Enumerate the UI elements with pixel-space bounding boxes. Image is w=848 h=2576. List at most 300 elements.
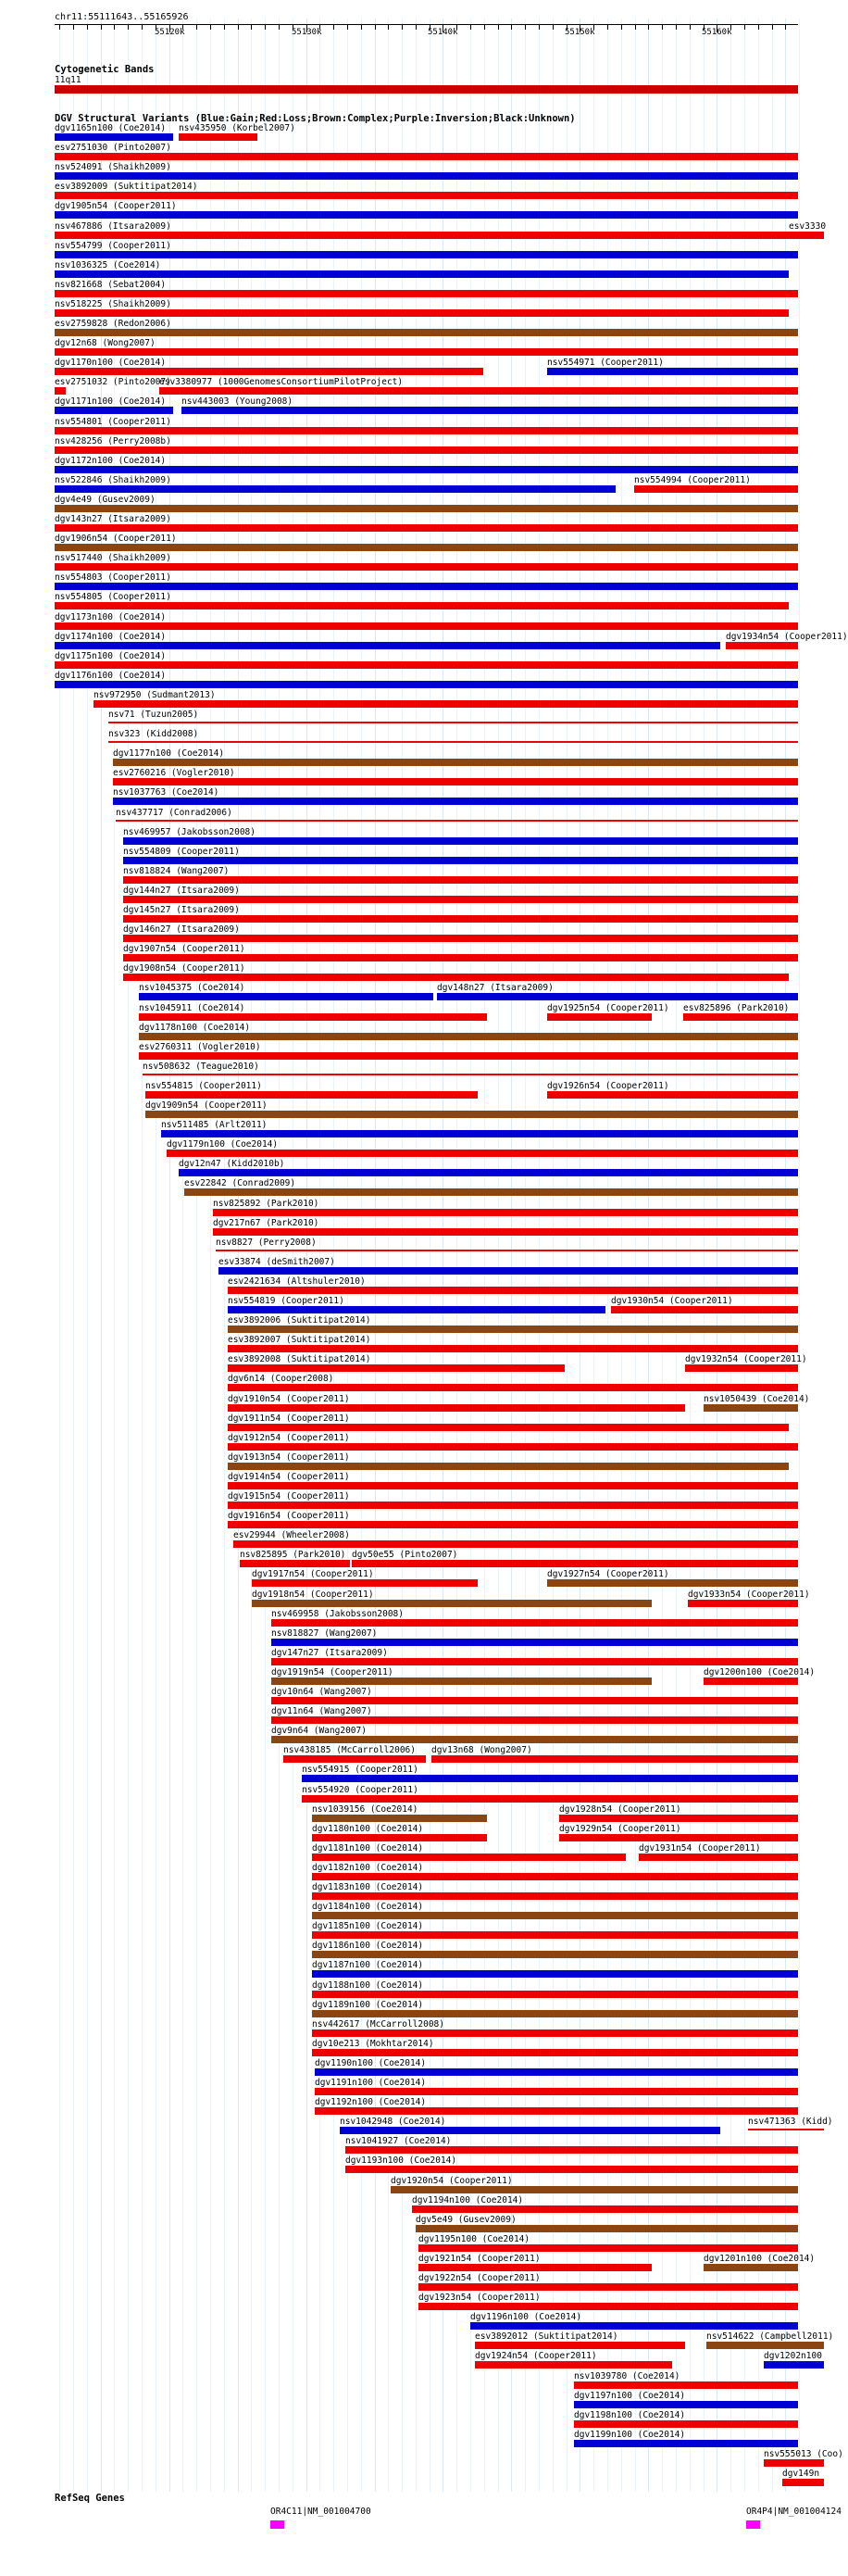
ruler-minor-tick <box>265 25 266 30</box>
variant-label: esv2751030 (Pinto2007) <box>55 143 171 153</box>
variant-label: esv2759828 (Redon2006) <box>55 319 171 329</box>
variant-bar[interactable] <box>312 1951 798 1958</box>
variant-label: nsv438185 (McCarroll2006) <box>283 1745 416 1755</box>
variant-label: dgv1928n54 (Cooper2011) <box>559 1804 681 1815</box>
variant-bar[interactable] <box>688 1600 798 1607</box>
variant-bar[interactable] <box>55 602 789 609</box>
variant-bar[interactable] <box>312 1815 487 1822</box>
variant-label: nsv554819 (Cooper2011) <box>228 1296 344 1306</box>
variant-bar[interactable] <box>55 172 798 180</box>
variant-bar[interactable] <box>547 1091 798 1099</box>
variant-bar[interactable] <box>271 1736 798 1743</box>
variant-bar[interactable] <box>113 759 798 766</box>
variant-bar[interactable] <box>143 1074 798 1075</box>
variant-bar[interactable] <box>55 368 483 375</box>
variant-label: dgv1923n54 (Cooper2011) <box>418 2293 541 2303</box>
variant-bar[interactable] <box>55 133 173 141</box>
variant-label: nsv522846 (Shaikh2009) <box>55 475 171 485</box>
ruler-minor-tick <box>87 25 88 30</box>
variant-label: dgv1930n54 (Cooper2011) <box>611 1296 733 1306</box>
variant-bar[interactable] <box>55 329 798 336</box>
ruler-minor-tick <box>251 25 252 30</box>
variant-bar[interactable] <box>475 2342 685 2349</box>
ruler-minor-tick <box>758 25 759 30</box>
variant-label: nsv469957 (Jakobsson2008) <box>123 827 256 837</box>
variant-label: dgv11n64 (Wang2007) <box>271 1706 372 1716</box>
variant-label: dgv13n68 (Wong2007) <box>431 1745 532 1755</box>
variant-label: esv825896 (Park2010) <box>683 1003 790 1013</box>
variant-bar[interactable] <box>55 153 798 160</box>
variant-bar[interactable] <box>252 1600 652 1607</box>
ruler-tick-label: 55150k <box>565 28 595 37</box>
variant-label: dgv1201n100 (Coe2014) <box>704 2254 816 2264</box>
variant-bar[interactable] <box>240 1560 350 1567</box>
variant-label: nsv518225 (Shaikh2009) <box>55 299 171 309</box>
variant-label: dgv1175n100 (Coe2014) <box>55 651 167 661</box>
variant-label: esv3892009 (Suktitipat2014) <box>55 182 198 192</box>
variant-bar[interactable] <box>55 192 798 199</box>
variant-bar[interactable] <box>213 1209 798 1216</box>
gene-label: OR4C11|NM_001004700 <box>270 2507 371 2517</box>
variant-label: dgv1184n100 (Coe2014) <box>312 1902 424 1912</box>
variant-label: dgv1185n100 (Coe2014) <box>312 1921 424 1931</box>
variant-bar[interactable] <box>228 1345 798 1352</box>
variant-label: nsv554815 (Cooper2011) <box>145 1081 262 1091</box>
variant-bar[interactable] <box>418 2264 652 2271</box>
ruler-minor-tick <box>621 25 622 30</box>
variant-bar[interactable] <box>271 1678 652 1685</box>
position-label: chr11:55111643..55165926 <box>55 12 189 22</box>
variant-label: dgv143n27 (Itsara2009) <box>55 514 171 524</box>
variant-label: esv2760216 (Vogler2010) <box>113 768 235 778</box>
variant-label: nsv471363 (Kidd) <box>748 2117 833 2127</box>
variant-bar[interactable] <box>55 681 798 688</box>
variant-bar[interactable] <box>228 1463 789 1470</box>
variant-bar[interactable] <box>55 661 798 669</box>
ruler-minor-tick <box>279 25 280 30</box>
variant-bar[interactable] <box>228 1482 798 1489</box>
variant-bar[interactable] <box>574 2420 798 2428</box>
variant-bar[interactable] <box>418 2303 798 2310</box>
variant-bar[interactable] <box>123 857 798 864</box>
variant-label: dgv1198n100 (Coe2014) <box>574 2410 686 2420</box>
variant-bar[interactable] <box>315 2068 798 2076</box>
variant-bar[interactable] <box>159 387 798 395</box>
variant-bar[interactable] <box>123 876 798 884</box>
variant-label: dgv1918n54 (Cooper2011) <box>252 1590 374 1600</box>
variant-bar[interactable] <box>181 407 798 414</box>
ruler-minor-tick <box>772 25 773 30</box>
variant-bar[interactable] <box>437 993 798 1000</box>
variant-label: nsv1039780 (Coe2014) <box>574 2371 680 2381</box>
variant-bar[interactable] <box>470 2322 798 2330</box>
variant-bar[interactable] <box>418 2283 798 2291</box>
variant-bar[interactable] <box>782 2479 824 2486</box>
ruler-minor-tick <box>59 25 60 30</box>
variant-label: nsv554920 (Cooper2011) <box>302 1785 418 1795</box>
variant-label: nsv514622 (Campbell2011) <box>706 2331 834 2342</box>
variant-bar[interactable] <box>179 133 257 141</box>
variant-bar[interactable] <box>574 2440 798 2447</box>
variant-bar[interactable] <box>345 2146 798 2154</box>
gridline <box>73 19 74 2492</box>
variant-bar[interactable] <box>145 1111 798 1118</box>
variant-label: dgv1193n100 (Coe2014) <box>345 2155 457 2166</box>
variant-bar[interactable] <box>302 1795 798 1803</box>
variant-bar[interactable] <box>312 2029 798 2037</box>
variant-label: dgv1192n100 (Coe2014) <box>315 2097 427 2107</box>
ruler-minor-tick <box>662 25 663 30</box>
variant-bar[interactable] <box>683 1013 798 1021</box>
variant-bar[interactable] <box>55 387 66 395</box>
variant-bar[interactable] <box>55 309 789 317</box>
variant-label: esv3892007 (Suktitipat2014) <box>228 1335 371 1345</box>
variant-label: dgv1909n54 (Cooper2011) <box>145 1100 268 1111</box>
variant-bar[interactable] <box>312 1931 798 1939</box>
variant-bar[interactable] <box>228 1521 798 1528</box>
variant-label: esv2421634 (Altshuler2010) <box>228 1276 366 1287</box>
variant-label: dgv1911n54 (Cooper2011) <box>228 1414 350 1424</box>
ruler-minor-tick <box>744 25 745 30</box>
ruler-minor-tick <box>553 25 554 30</box>
variant-bar[interactable] <box>228 1404 685 1412</box>
variant-label: nsv428256 (Perry2008b) <box>55 436 171 446</box>
variant-label: nsv554971 (Cooper2011) <box>547 358 664 368</box>
variant-bar[interactable] <box>108 741 798 743</box>
variant-label: esv3892012 (Suktitipat2014) <box>475 2331 618 2342</box>
variant-label: dgv9n64 (Wang2007) <box>271 1726 367 1736</box>
variant-label: nsv555013 (Coo) <box>764 2449 843 2459</box>
gene-bar[interactable] <box>746 2520 760 2529</box>
variant-bar[interactable] <box>312 1873 798 1880</box>
variant-bar[interactable] <box>145 1091 478 1099</box>
ruler-minor-tick <box>347 25 348 30</box>
ruler-minor-tick <box>511 25 512 30</box>
variant-bar[interactable] <box>315 2088 798 2095</box>
variant-bar[interactable] <box>611 1306 798 1313</box>
variant-label: nsv821668 (Sebat2004) <box>55 280 167 290</box>
variant-bar[interactable] <box>123 974 789 981</box>
variant-bar[interactable] <box>218 1267 798 1275</box>
variant-label: dgv1196n100 (Coe2014) <box>470 2312 582 2322</box>
variant-label: nsv818827 (Wang2007) <box>271 1628 378 1639</box>
variant-bar[interactable] <box>748 2129 824 2130</box>
variant-label: dgv1183n100 (Coe2014) <box>312 1882 424 1892</box>
variant-bar[interactable] <box>764 2361 824 2369</box>
variant-bar[interactable] <box>55 485 616 493</box>
cytoband-11q11[interactable] <box>55 85 798 94</box>
variant-label: dgv1920n54 (Cooper2011) <box>391 2176 513 2186</box>
variant-bar[interactable] <box>559 1834 798 1841</box>
variant-bar[interactable] <box>113 778 798 785</box>
variant-bar[interactable] <box>228 1443 798 1451</box>
variant-label: dgv5e49 (Gusev2009) <box>416 2215 517 2225</box>
variant-bar[interactable] <box>312 1834 487 1841</box>
refseq-track-title: RefSeq Genes <box>55 2493 125 2504</box>
variant-label: dgv1925n54 (Cooper2011) <box>547 1003 669 1013</box>
variant-label: dgv1931n54 (Cooper2011) <box>639 1843 761 1853</box>
variant-label: dgv146n27 (Itsara2009) <box>123 924 240 935</box>
ruler-tick-label: 55130k <box>292 28 322 37</box>
variant-bar[interactable] <box>764 2459 824 2467</box>
variant-label: nsv554809 (Cooper2011) <box>123 847 240 857</box>
variant-bar[interactable] <box>312 2049 798 2056</box>
variant-bar[interactable] <box>271 1697 798 1704</box>
gridline <box>128 19 129 2492</box>
variant-bar[interactable] <box>184 1188 798 1196</box>
ruler-minor-tick <box>648 25 649 30</box>
variant-bar[interactable] <box>55 446 798 454</box>
variant-label: dgv1932n54 (Cooper2011) <box>685 1354 807 1364</box>
variant-label: dgv50e55 (Pinto2007) <box>352 1550 458 1560</box>
variant-bar[interactable] <box>352 1560 798 1567</box>
variant-bar[interactable] <box>706 2342 824 2349</box>
variant-label: dgv1176n100 (Coe2014) <box>55 671 167 681</box>
variant-bar[interactable] <box>55 544 798 551</box>
variant-bar[interactable] <box>228 1326 798 1333</box>
variant-bar[interactable] <box>789 232 824 239</box>
variant-label: dgv12n68 (Wong2007) <box>55 338 156 348</box>
variant-bar[interactable] <box>312 1912 798 1919</box>
ruler-minor-tick <box>388 25 389 30</box>
variant-label: nsv554915 (Cooper2011) <box>302 1765 418 1775</box>
variant-label: nsv442617 (McCarroll2008) <box>312 2019 444 2029</box>
variant-bar[interactable] <box>574 2381 798 2389</box>
variant-bar[interactable] <box>139 1033 798 1040</box>
ruler-minor-tick <box>402 25 403 30</box>
variant-bar[interactable] <box>391 2186 798 2193</box>
variant-label: nsv511485 (Arlt2011) <box>161 1120 268 1130</box>
variant-bar[interactable] <box>271 1639 798 1646</box>
variant-bar[interactable] <box>302 1775 798 1782</box>
ruler-tick-label: 55160k <box>702 28 732 37</box>
ruler-minor-tick <box>635 25 636 30</box>
variant-bar[interactable] <box>639 1853 798 1861</box>
variant-bar[interactable] <box>312 1970 798 1978</box>
ruler-minor-tick <box>375 25 376 30</box>
variant-label: nsv469958 (Jakobsson2008) <box>271 1609 404 1619</box>
variant-label: dgv1178n100 (Coe2014) <box>139 1023 251 1033</box>
variant-bar[interactable] <box>139 1013 487 1021</box>
ruler-minor-tick <box>333 25 334 30</box>
variant-bar[interactable] <box>94 700 798 708</box>
variant-label: dgv145n27 (Itsara2009) <box>123 905 240 915</box>
variant-bar[interactable] <box>55 622 798 630</box>
variant-bar[interactable] <box>475 2361 672 2369</box>
variant-label: dgv1181n100 (Coe2014) <box>312 1843 424 1853</box>
variant-bar[interactable] <box>123 837 798 845</box>
variant-bar[interactable] <box>55 583 798 590</box>
variant-label: dgv10e213 (Mokhtar2014) <box>312 2039 434 2049</box>
variant-bar[interactable] <box>685 1364 798 1372</box>
variant-label: dgv1182n100 (Coe2014) <box>312 1863 424 1873</box>
ruler-minor-tick <box>416 25 417 30</box>
ruler-minor-tick <box>101 25 102 30</box>
variant-bar[interactable] <box>547 1579 798 1587</box>
variant-label: nsv554994 (Cooper2011) <box>634 475 751 485</box>
variant-label: nsv435950 (Korbel2007) <box>179 123 295 133</box>
variant-label: dgv148n27 (Itsara2009) <box>437 983 554 993</box>
variant-label: dgv1924n54 (Cooper2011) <box>475 2351 597 2361</box>
variant-bar[interactable] <box>55 251 798 258</box>
variant-bar[interactable] <box>55 524 798 532</box>
variant-label: nsv517440 (Shaikh2009) <box>55 553 171 563</box>
variant-label: nsv1050439 (Coe2014) <box>704 1394 810 1404</box>
variant-bar[interactable] <box>312 2010 798 2017</box>
variant-bar[interactable] <box>271 1716 798 1724</box>
variant-bar[interactable] <box>55 348 798 356</box>
ruler-minor-tick <box>785 25 786 30</box>
ruler-minor-tick <box>676 25 677 30</box>
variant-bar[interactable] <box>113 798 798 805</box>
variant-label: esv2751032 (Pinto2007) <box>55 377 171 387</box>
variant-label: dgv1197n100 (Coe2014) <box>574 2391 686 2401</box>
variant-label: nsv1045375 (Coe2014) <box>139 983 245 993</box>
ruler-minor-tick <box>210 25 211 30</box>
variant-bar[interactable] <box>123 896 798 903</box>
variant-label: dgv147n27 (Itsara2009) <box>271 1648 388 1658</box>
variant-label: dgv1186n100 (Coe2014) <box>312 1941 424 1951</box>
gene-label: OR4P4|NM_001004124 <box>746 2507 842 2517</box>
variant-bar[interactable] <box>139 993 433 1000</box>
variant-bar[interactable] <box>271 1658 798 1665</box>
variant-label: esv2760311 (Vogler2010) <box>139 1042 261 1052</box>
variant-bar[interactable] <box>161 1130 798 1137</box>
ruler-minor-tick <box>539 25 540 30</box>
gene-bar[interactable] <box>270 2520 284 2529</box>
ruler-minor-tick <box>525 25 526 30</box>
variant-bar[interactable] <box>726 642 798 649</box>
variant-label: dgv1171n100 (Coe2014) <box>55 396 167 407</box>
variant-bar[interactable] <box>55 290 798 297</box>
variant-bar[interactable] <box>634 485 798 493</box>
variant-bar[interactable] <box>228 1287 798 1294</box>
variant-bar[interactable] <box>233 1540 798 1548</box>
variant-label: nsv554801 (Cooper2011) <box>55 417 171 427</box>
variant-bar[interactable] <box>55 270 789 278</box>
variant-bar[interactable] <box>416 2225 798 2232</box>
variant-bar[interactable] <box>55 505 798 512</box>
variant-bar[interactable] <box>55 642 720 649</box>
variant-bar[interactable] <box>55 563 798 571</box>
variant-bar[interactable] <box>55 211 798 219</box>
variant-label: dgv1189n100 (Coe2014) <box>312 2000 424 2010</box>
variant-label: dgv1174n100 (Coe2014) <box>55 632 167 642</box>
gridline <box>101 19 102 2492</box>
variant-bar[interactable] <box>704 1678 798 1685</box>
variant-bar[interactable] <box>228 1502 798 1509</box>
variant-bar[interactable] <box>312 1892 798 1900</box>
variant-label: nsv554803 (Cooper2011) <box>55 572 171 583</box>
variant-label: esv3330 <box>789 221 827 232</box>
variant-label: nsv323 (Kidd2008) <box>108 729 199 739</box>
variant-label: nsv1045911 (Coe2014) <box>139 1003 245 1013</box>
variant-bar[interactable] <box>340 2127 720 2134</box>
variant-bar[interactable] <box>55 427 798 434</box>
variant-bar[interactable] <box>179 1169 798 1176</box>
variant-label: dgv4e49 (Gusev2009) <box>55 495 156 505</box>
variant-bar[interactable] <box>418 2244 798 2252</box>
ruler-minor-tick <box>484 25 485 30</box>
ruler-minor-tick <box>114 25 115 30</box>
ruler-tick-label: 55120k <box>155 28 185 37</box>
variant-bar[interactable] <box>55 466 798 473</box>
variant-bar[interactable] <box>312 1853 626 1861</box>
variant-bar[interactable] <box>345 2166 798 2173</box>
variant-bar[interactable] <box>547 1013 652 1021</box>
variant-bar[interactable] <box>123 915 798 923</box>
gridline <box>114 19 115 2492</box>
variant-bar[interactable] <box>283 1755 426 1763</box>
variant-label: dgv1906n54 (Cooper2011) <box>55 534 177 544</box>
variant-bar[interactable] <box>271 1619 798 1627</box>
variant-bar[interactable] <box>704 2264 798 2271</box>
variant-label: dgv144n27 (Itsara2009) <box>123 886 240 896</box>
variant-bar[interactable] <box>574 2401 798 2408</box>
variant-bar[interactable] <box>55 407 173 414</box>
variant-bar[interactable] <box>559 1815 798 1822</box>
variant-label: nsv825895 (Park2010) <box>240 1550 346 1560</box>
variant-label: dgv1921n54 (Cooper2011) <box>418 2254 541 2264</box>
variant-label: dgv1933n54 (Cooper2011) <box>688 1590 810 1600</box>
variant-label: nsv443003 (Young2008) <box>181 396 293 407</box>
variant-label: dgv1195n100 (Coe2014) <box>418 2234 530 2244</box>
variant-label: nsv1042948 (Coe2014) <box>340 2117 446 2127</box>
variant-label: dgv1927n54 (Cooper2011) <box>547 1569 669 1579</box>
variant-label: nsv825892 (Park2010) <box>213 1199 319 1209</box>
variant-label: dgv1916n54 (Cooper2011) <box>228 1511 350 1521</box>
gridline <box>142 19 143 2492</box>
variant-bar[interactable] <box>116 820 798 822</box>
variant-bar[interactable] <box>123 935 798 942</box>
variant-label: nsv1039156 (Coe2014) <box>312 1804 418 1815</box>
variant-bar[interactable] <box>167 1150 798 1157</box>
variant-bar[interactable] <box>123 954 798 961</box>
variant-bar[interactable] <box>312 1991 798 1998</box>
variant-label: dgv1929n54 (Cooper2011) <box>559 1824 681 1834</box>
variant-bar[interactable] <box>228 1424 789 1431</box>
variant-bar[interactable] <box>412 2205 798 2213</box>
variant-bar[interactable] <box>431 1755 798 1763</box>
variant-bar[interactable] <box>547 368 798 375</box>
variant-label: nsv972950 (Sudmant2013) <box>94 690 216 700</box>
variant-label: dgv1934n54 (Cooper2011) <box>726 632 848 642</box>
ruler-minor-tick <box>224 25 225 30</box>
variant-bar[interactable] <box>704 1404 798 1412</box>
variant-label: dgv10n64 (Wang2007) <box>271 1687 372 1697</box>
variant-label: dgv1179n100 (Coe2014) <box>167 1139 279 1150</box>
ruler-minor-tick <box>498 25 499 30</box>
variant-label: dgv1926n54 (Cooper2011) <box>547 1081 669 1091</box>
ruler-minor-tick <box>128 25 129 30</box>
variant-label: esv29944 (Wheeler2008) <box>233 1530 350 1540</box>
variant-bar[interactable] <box>228 1384 798 1391</box>
variant-bar[interactable] <box>228 1364 565 1372</box>
variant-label: nsv437717 (Conrad2006) <box>116 808 232 818</box>
variant-label: dgv1165n100 (Coe2014) <box>55 123 167 133</box>
variant-bar[interactable] <box>55 232 789 239</box>
variant-bar[interactable] <box>213 1228 798 1236</box>
variant-bar[interactable] <box>108 722 798 723</box>
variant-bar[interactable] <box>252 1579 478 1587</box>
variant-bar[interactable] <box>228 1306 605 1313</box>
variant-bar[interactable] <box>139 1052 798 1060</box>
variant-label: nsv818824 (Wang2007) <box>123 866 230 876</box>
variant-bar[interactable] <box>216 1250 798 1251</box>
variant-label: dgv1908n54 (Cooper2011) <box>123 963 245 974</box>
variant-bar[interactable] <box>315 2107 798 2115</box>
variant-label: dgv1915n54 (Cooper2011) <box>228 1491 350 1502</box>
